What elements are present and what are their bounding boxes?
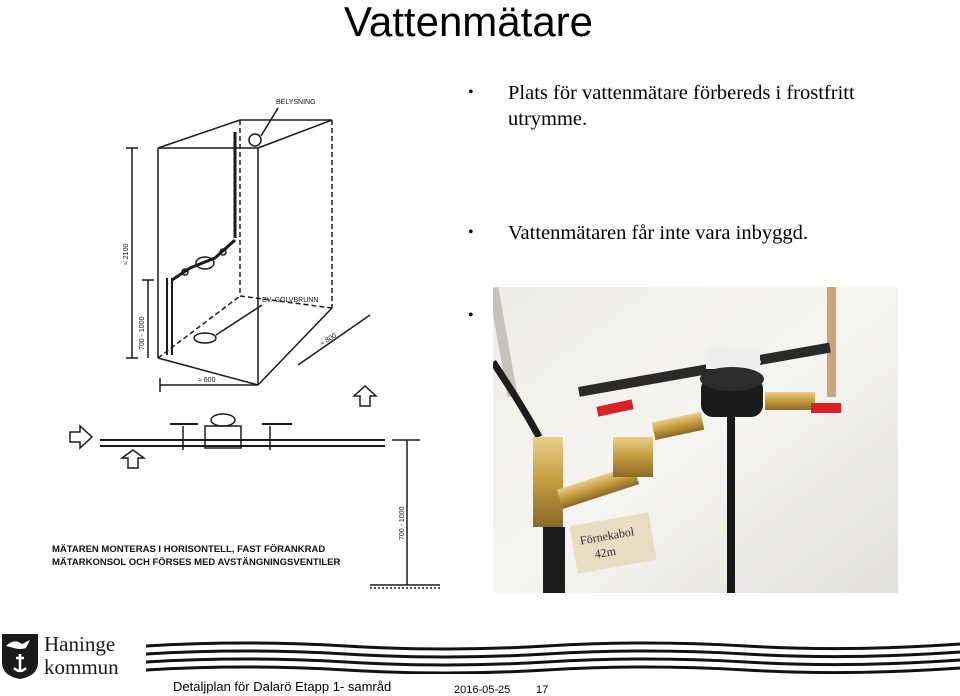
haninge-crest-icon: [0, 632, 40, 680]
label-golvbrunn: EV. GOLVBRUNN: [262, 297, 319, 304]
installation-drawing: [40, 80, 450, 590]
bullet-dot-icon: •: [468, 224, 474, 241]
photo-tag-line1: Förnekabol: [578, 524, 636, 548]
bullet-text: Plats för vattenmätare förbereds i frostfritt utrymme.: [508, 82, 855, 130]
drawing-caption-line2: MÄTARKONSOL OCH FÖRSES MED AVSTÄNGNINGSVENTILER: [52, 557, 341, 568]
bullet-text: Vattenmätaren får inte vara inbyggd.: [508, 222, 808, 244]
dim-meter-height-2-label: 700 - 1000: [399, 506, 406, 540]
drawing-caption-line1: MÄTAREN MONTERAS I HORISONTELL, FAST FÖRANKRAD: [52, 544, 326, 555]
logo-line1: Haninge: [44, 632, 116, 656]
slide-title: Vattenmätare: [344, 0, 594, 45]
footer-wave-decoration: [146, 640, 960, 674]
footer-document-title: Detaljplan för Dalarö Etapp 1- samråd: [173, 679, 392, 694]
bullet-item: [464, 80, 934, 132]
bullet-list: [464, 80, 934, 324]
bullet-dot-icon: •: [468, 307, 474, 324]
haninge-logo: [0, 632, 40, 685]
dim-meter-height-label: 700 - 1000: [139, 316, 146, 350]
dim-height-label: ≈ 2100: [123, 243, 130, 265]
label-belysning: BELYSNING: [276, 99, 316, 106]
bullet-dot-icon: •: [468, 84, 474, 101]
logo-line2: kommun: [44, 655, 119, 679]
dim-depth-label: ≈ 800: [319, 332, 338, 348]
bullet-item: [464, 220, 934, 246]
meter-photo: [493, 287, 898, 593]
logo-text: [44, 633, 119, 679]
dim-width-label: ≈ 600: [198, 377, 216, 384]
footer-page-number: 17: [536, 684, 549, 696]
footer-date: 2016-05-25: [454, 684, 511, 696]
photo-tag-line2: 42m: [593, 543, 617, 562]
